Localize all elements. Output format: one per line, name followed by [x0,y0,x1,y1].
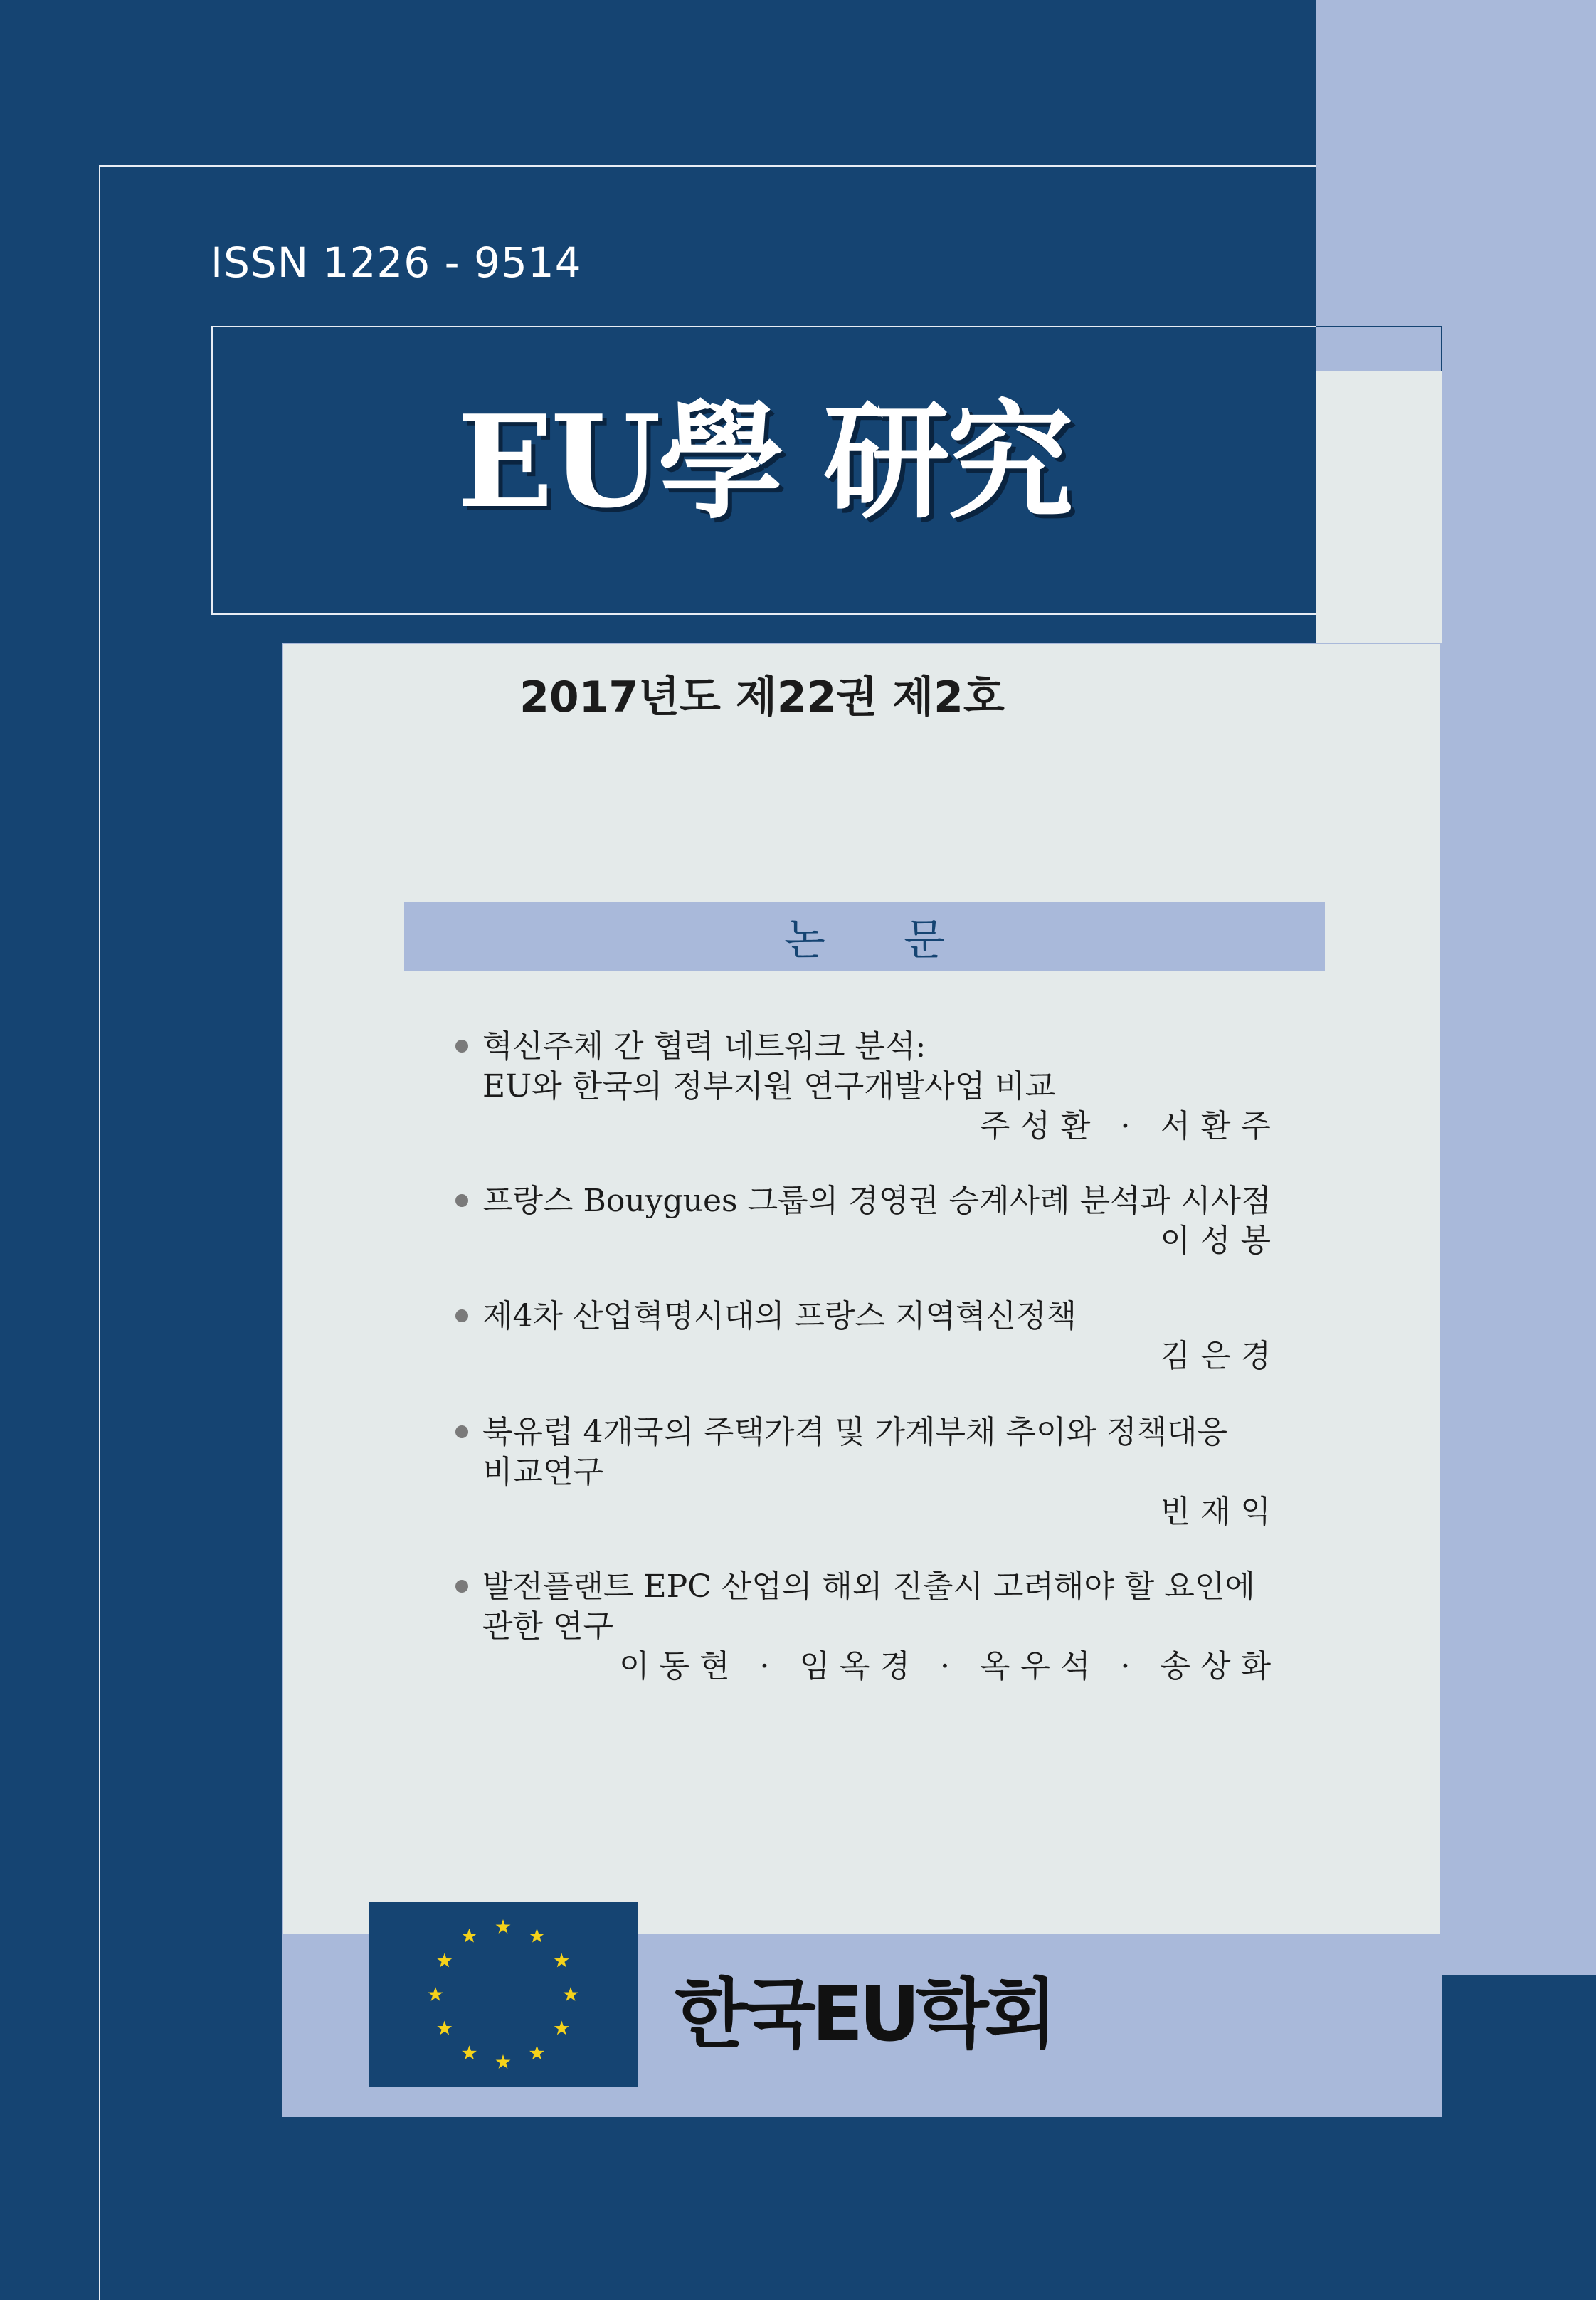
eu-stars [369,1902,638,2087]
eu-flag-icon [369,1902,638,2087]
star-icon [496,2054,511,2069]
article-item [455,1567,1281,1687]
content-panel [282,643,1442,2117]
publisher-name: 한국EU학회 [675,1971,1054,2058]
star-icon [437,1953,452,1968]
article-authors: 이성봉 [1160,1223,1281,1259]
article-title [455,1181,1281,1221]
article-title-line: 비교연구 [482,1454,604,1490]
article-authors: 이동현 · 임옥경 · 옥우석 · 송상화 [619,1648,1281,1684]
star-icon [462,1929,477,1943]
star-icon [529,2045,544,2059]
section-header-bar [404,902,1325,971]
star-icon [554,1953,569,1968]
bullet-icon [455,1040,468,1053]
star-icon [496,1919,511,1934]
article-item [455,1027,1281,1146]
star-icon [529,1929,544,1943]
article-item [455,1181,1281,1261]
article-title-line: 프랑스 Bouygues 그룹의 경영권 승계사례 분석과 시사점 [482,1183,1272,1219]
star-icon [462,2045,477,2059]
article-item [455,1297,1281,1376]
bullet-icon [455,1580,468,1593]
article-authors: 김은경 [1160,1338,1281,1374]
article-title-line: 관한 연구 [482,1608,614,1645]
star-icon [564,1987,578,2001]
article-title [455,1297,1281,1336]
bullet-icon [455,1194,468,1207]
star-icon [554,2021,569,2035]
article-title-line: 제4차 산업혁명시대의 프랑스 지역혁신정책 [482,1298,1077,1334]
title-box-connector [1316,326,1442,371]
article-item [455,1413,1281,1532]
panel-top-extension [1316,371,1442,644]
section-label: 논문 [784,915,1023,965]
star-icon [428,1987,443,2001]
article-title-line: 북유럽 4개국의 주택가격 및 가계부채 추이와 정책대응 [482,1414,1227,1450]
article-title [455,1027,1281,1107]
bullet-icon [455,1425,468,1438]
article-authors: 주성환 · 서환주 [980,1108,1281,1144]
issn-number: ISSN 1226 - 9514 [211,238,582,287]
journal-title: EU學 研究 [457,387,1071,536]
article-authors: 빈재익 [1160,1494,1281,1530]
article-title [455,1413,1281,1492]
star-icon [437,2021,452,2035]
article-title-line: 혁신주체 간 협력 네트워크 분석: [482,1028,926,1065]
bullet-icon [455,1309,468,1322]
volume-issue: 2017년도 제22권 제2호 [519,672,1005,722]
article-title [455,1567,1281,1647]
article-title-line: 발전플랜트 EPC 산업의 해외 진출시 고려해야 할 요인에 [482,1568,1255,1605]
article-title-line: EU와 한국의 정부지원 연구개발사업 비교 [482,1068,1056,1104]
